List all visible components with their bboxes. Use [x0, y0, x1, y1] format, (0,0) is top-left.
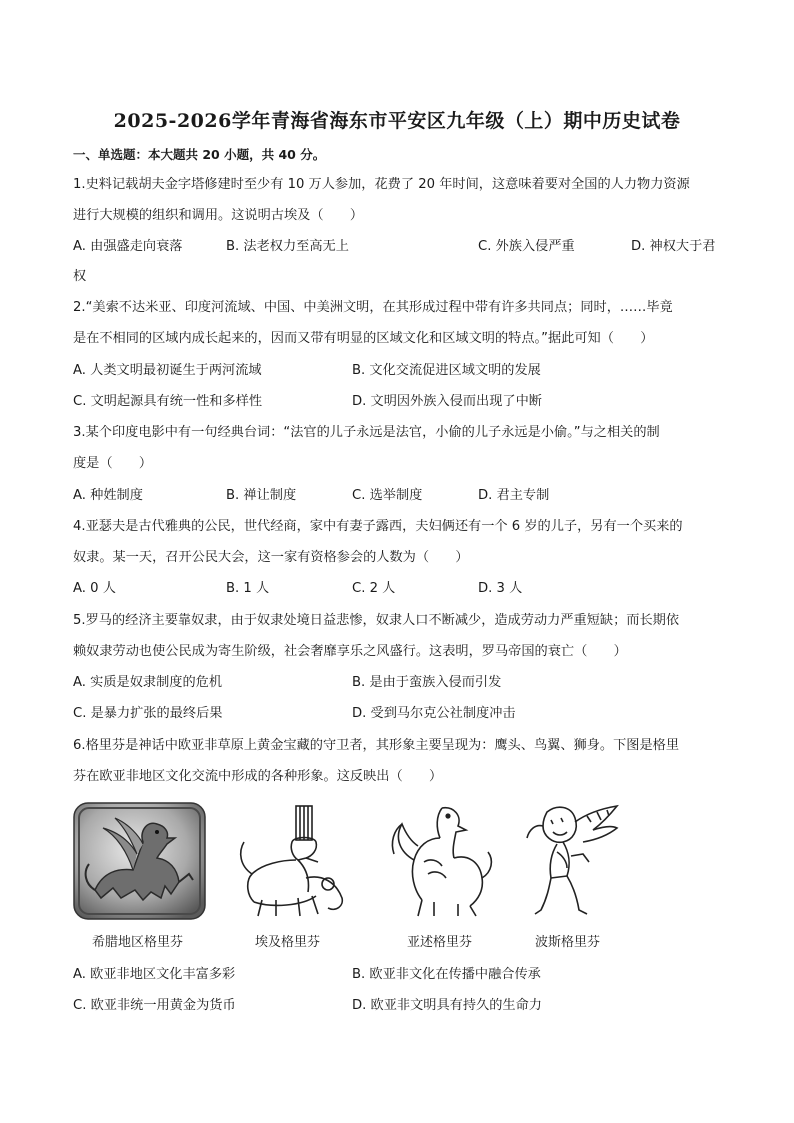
q2-option-d[interactable]: D. 文明因外族入侵而出现了中断 [352, 394, 542, 409]
q4-option-a[interactable]: A. 0 人 [73, 581, 116, 596]
caption-greek-griffin: 希腊地区格里芬 [92, 935, 184, 950]
q1-stem-line2: 进行大规模的组织和调用。这说明古埃及（ ） [73, 208, 364, 223]
q4-option-b[interactable]: B. 1 人 [226, 581, 270, 596]
q5-option-c[interactable]: C. 是暴力扩张的最终后果 [73, 706, 223, 721]
q3-stem-line2: 度是（ ） [73, 456, 153, 471]
q2-option-c[interactable]: C. 文明起源具有统一性和多样性 [73, 394, 263, 409]
q2-option-b[interactable]: B. 文化交流促进区域文明的发展 [352, 363, 541, 378]
q1-option-a[interactable]: A. 由强盛走向衰落 [73, 239, 183, 254]
q2-stem-line1: 2.“美索不达米亚、印度河流域、中国、中美洲文明，在其形成过程中带有许多共同点；同时，……毕竟 [73, 300, 673, 315]
q6-option-a[interactable]: A. 欧亚非地区文化丰富多彩 [73, 967, 236, 982]
q1-stem-line1: 1.史料记载胡夫金字塔修建时至少有 10 万人参加，花费了 20 年时间，这意味着要对全国的人力物力资源 [73, 177, 690, 192]
caption-persian-griffin: 波斯格里芬 [535, 935, 601, 950]
q6-option-b[interactable]: B. 欧亚非文化在传播中融合传承 [352, 967, 541, 982]
egyptian-griffin-image [232, 802, 352, 920]
q4-option-c[interactable]: C. 2 人 [352, 581, 396, 596]
caption-assyrian-griffin: 亚述格里芬 [407, 935, 473, 950]
q3-stem-line1: 3.某个印度电影中有一句经典台词：“法官的儿子永远是法官，小偷的儿子永远是小偷。”与之相关的制 [73, 425, 660, 440]
q4-stem-line2: 奴隶。某一天，召开公民大会，这一家有资格参会的人数为（ ） [73, 550, 469, 565]
q3-option-c[interactable]: C. 选举制度 [352, 488, 423, 503]
q6-stem-line1: 6.格里芬是神话中欧亚非草原上黄金宝藏的守卫者，其形象主要呈现为：鹰头、鸟翼、狮身。下图是格里 [73, 738, 680, 753]
section-heading: 一、单选题：本大题共 20 小题，共 40 分。 [73, 147, 326, 162]
q5-stem-line2: 赖奴隶劳动也使公民成为寄生阶级，社会奢靡享乐之风盛行。这表明，罗马帝国的衰亡（ ） [73, 644, 627, 659]
q6-option-d[interactable]: D. 欧亚非文明具有持久的生命力 [352, 998, 542, 1013]
persian-griffin-image [517, 802, 621, 920]
q5-option-a[interactable]: A. 实质是奴隶制度的危机 [73, 675, 223, 690]
q1-option-c[interactable]: C. 外族入侵严重 [478, 239, 575, 254]
q2-option-a[interactable]: A. 人类文明最初诞生于两河流域 [73, 363, 262, 378]
assyrian-griffin-image [384, 802, 496, 920]
greek-griffin-image [73, 802, 206, 920]
q2-stem-line2: 是在不相同的区域内成长起来的，因而又带有明显的区域文化和区域文明的特点。”据此可知（ ） [73, 331, 654, 346]
q5-option-b[interactable]: B. 是由于蛮族入侵而引发 [352, 675, 502, 690]
q5-option-d[interactable]: D. 受到马尔克公社制度冲击 [352, 706, 516, 721]
q1-option-b[interactable]: B. 法老权力至高无上 [226, 239, 349, 254]
page-title: 2025-2026学年青海省海东市平安区九年级（上）期中历史试卷 [113, 110, 681, 132]
q3-option-a[interactable]: A. 种姓制度 [73, 488, 143, 503]
q6-stem-line2: 芬在欧亚非地区文化交流中形成的各种形象。这反映出（ ） [73, 769, 443, 784]
q3-option-b[interactable]: B. 禅让制度 [226, 488, 297, 503]
q4-stem-line1: 4.亚瑟夫是古代雅典的公民，世代经商，家中有妻子露西，夫妇俩还有一个 6 岁的儿子，另有一个买来的 [73, 519, 683, 534]
q6-option-c[interactable]: C. 欧亚非统一用黄金为货币 [73, 998, 236, 1013]
q4-option-d[interactable]: D. 3 人 [478, 581, 523, 596]
q1-option-d-wrap: 权 [73, 269, 87, 284]
q1-option-d[interactable]: D. 神权大于君 [631, 239, 716, 254]
q5-stem-line1: 5.罗马的经济主要靠奴隶，由于奴隶处境日益悲惨，奴隶人口不断减少，造成劳动力严重短缺；而长期依 [73, 613, 680, 628]
q3-option-d[interactable]: D. 君主专制 [478, 488, 550, 503]
caption-egyptian-griffin: 埃及格里芬 [255, 935, 321, 950]
